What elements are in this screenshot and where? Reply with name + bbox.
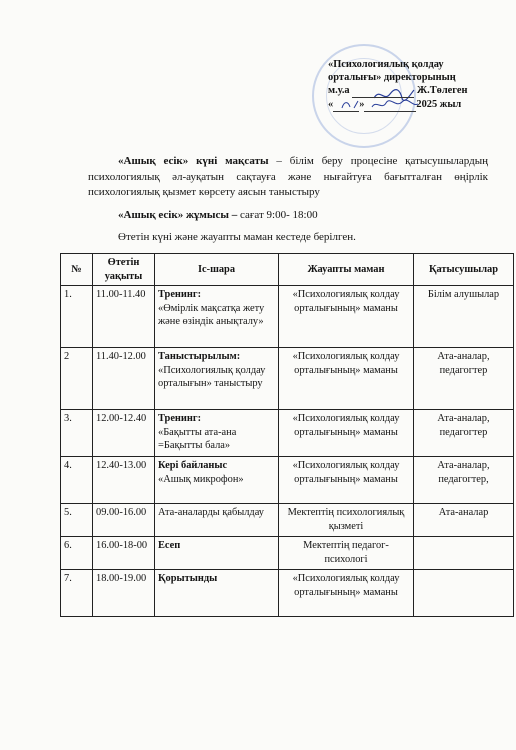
row-participants: Ата-аналар bbox=[414, 504, 514, 537]
table-row bbox=[61, 570, 514, 617]
row-event: Қорытынды bbox=[155, 570, 279, 617]
table-row bbox=[61, 286, 514, 348]
row-event: Тренинг: «Өмірлік мақсатқа жету және өзіндік анықталу» bbox=[155, 286, 279, 348]
row-time: 11.40-12.00 bbox=[93, 348, 155, 410]
row-participants bbox=[414, 570, 514, 617]
row-number: 1. bbox=[61, 286, 93, 348]
row-participants: Білім алушылар bbox=[414, 286, 514, 348]
approval-acting: м.у.а bbox=[328, 85, 350, 96]
row-participants bbox=[414, 537, 514, 570]
row-responsible: «Психологиялық колдау орталығының» маманы bbox=[279, 348, 414, 410]
row-responsible: «Психологиялық колдау орталығының» маманы bbox=[279, 570, 414, 617]
table-row bbox=[61, 537, 514, 570]
schedule-table bbox=[60, 253, 514, 617]
row-responsible: Мектептің психологиялық қызметі bbox=[279, 504, 414, 537]
row-responsible: «Психологиялық колдау орталығының» маманы bbox=[279, 457, 414, 504]
row-time: 12.00-12.40 bbox=[93, 410, 155, 457]
row-number: 5. bbox=[61, 504, 93, 537]
purpose-text: – білім беру процесіне қатысушылардың психологиялық әл-ауқатын сақтауға және нығайтуға бағытталған өңірлік психологиялық қызмет көрсету аясын таныстыру bbox=[88, 155, 488, 198]
row-number: 7. bbox=[61, 570, 93, 617]
signature-blank bbox=[352, 84, 414, 98]
row-number: 6. bbox=[61, 537, 93, 570]
schedule-note: Өтетін күні және жауапты маман кестеде берілген. bbox=[118, 231, 356, 243]
table-row bbox=[61, 504, 514, 537]
table-row bbox=[61, 457, 514, 504]
approval-line-3 bbox=[328, 84, 508, 98]
header-event: Іс-шара bbox=[155, 254, 279, 286]
row-event: Тренинг: «Бақытты ата-ана =Бақытты бала» bbox=[155, 410, 279, 457]
row-responsible: «Психологиялық колдау орталығының» маманы bbox=[279, 410, 414, 457]
handwritten-date bbox=[338, 98, 424, 112]
row-time: 11.00-11.40 bbox=[93, 286, 155, 348]
row-time: 09.00-16.00 bbox=[93, 504, 155, 537]
table-row bbox=[61, 410, 514, 457]
approval-year: 2025 жыл bbox=[416, 99, 462, 110]
row-event: Есеп bbox=[155, 537, 279, 570]
hours-label: «Ашық есік» жұмысы – bbox=[118, 209, 238, 221]
row-time: 16.00-18-00 bbox=[93, 537, 155, 570]
approval-line-4: « » 2025 жыл bbox=[328, 99, 462, 110]
row-responsible: «Психологиялық колдау орталығының» маманы bbox=[279, 286, 414, 348]
row-event: Кері байланыс «Ашық микрофон» bbox=[155, 457, 279, 504]
approval-line-2: орталығы» директорының bbox=[328, 72, 456, 83]
hours-paragraph bbox=[118, 208, 318, 224]
header-participants: Қатысушылар bbox=[414, 254, 514, 286]
row-participants: Ата-аналар, педагогтер, bbox=[414, 457, 514, 504]
row-participants: Ата-аналар, педагогтер bbox=[414, 410, 514, 457]
row-time: 18.00-19.00 bbox=[93, 570, 155, 617]
row-time: 12.40-13.00 bbox=[93, 457, 155, 504]
row-responsible: Мектептің педагог-психологі bbox=[279, 537, 414, 570]
row-event: Ата-аналарды қабылдау bbox=[155, 504, 279, 537]
row-event: Таныстырылым: «Психологиялық қолдау орталығын» таныстыру bbox=[155, 348, 279, 410]
row-number: 2 bbox=[61, 348, 93, 410]
purpose-label: «Ашық есік» күні мақсаты bbox=[118, 155, 269, 167]
table-header-row bbox=[61, 254, 514, 286]
header-number: № bbox=[61, 254, 93, 286]
row-participants: Ата-аналар, педагогтер bbox=[414, 348, 514, 410]
table-row bbox=[61, 348, 514, 410]
hours-text: сағат 9:00- 18:00 bbox=[237, 209, 318, 221]
purpose-paragraph bbox=[88, 154, 488, 201]
header-responsible: Жауапты маман bbox=[279, 254, 414, 286]
header-time: Өтетін уақыты bbox=[93, 254, 155, 286]
row-number: 3. bbox=[61, 410, 93, 457]
row-number: 4. bbox=[61, 457, 93, 504]
approval-line-1: «Психологиялық қолдау bbox=[328, 59, 444, 70]
approval-name: Ж.Төлеген bbox=[416, 85, 468, 96]
